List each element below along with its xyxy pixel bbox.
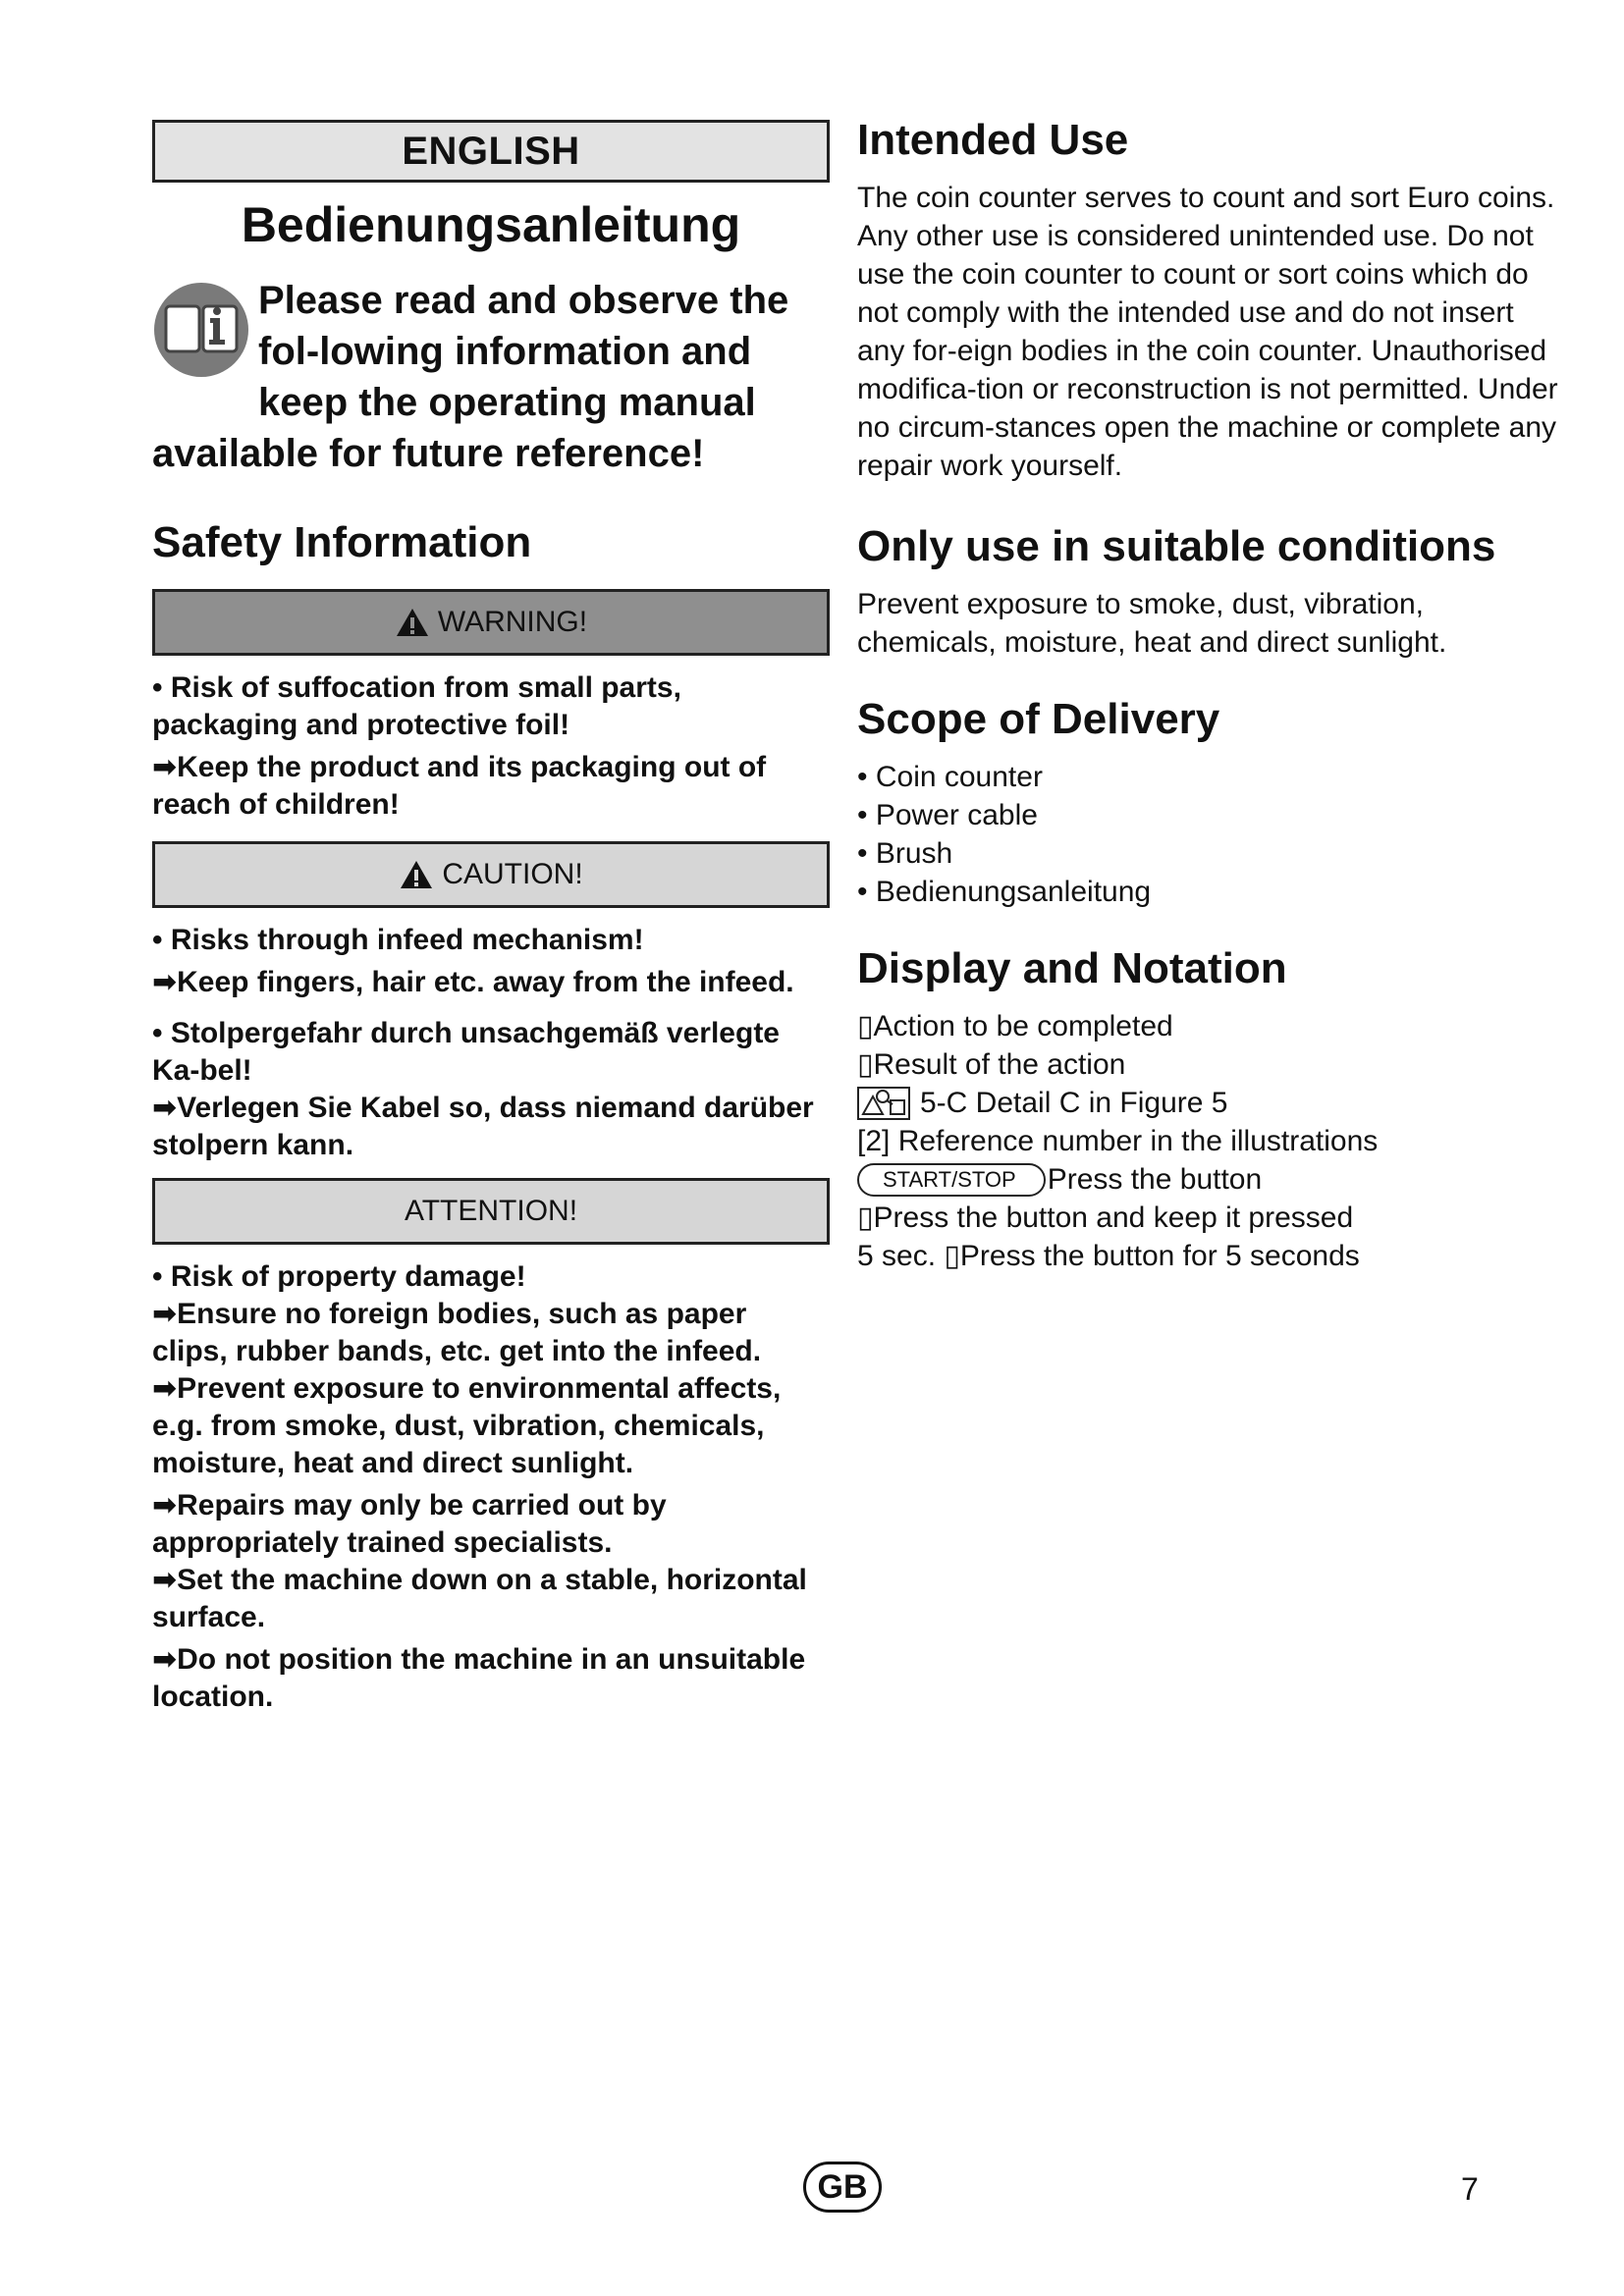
language-header: ENGLISH — [152, 120, 830, 183]
attention-item-6: ➡Do not position the machine in an unsuitable location. — [152, 1643, 806, 1713]
notation-result: ▯Result of the action — [857, 1048, 1126, 1081]
intro-text: Please read and observe the fol-lowing information and keep the operating manual available for future reference! — [152, 279, 789, 475]
start-stop-button-symbol: START/STOP — [857, 1163, 1046, 1197]
conditions-title: Only use in suitable conditions — [857, 522, 1496, 570]
right-column — [857, 116, 1564, 1275]
attention-item-4: ➡Repairs may only be carried out by appropriately trained specialists. — [152, 1489, 667, 1559]
page-number: 7 — [1461, 2171, 1479, 2207]
conditions-text: Prevent exposure to smoke, dust, vibration, chemicals, moisture, heat and direct sunlight. — [857, 588, 1447, 659]
warning-triangle-icon — [395, 607, 430, 638]
warning-item-1: • Risk of suffocation from small parts, packaging and protective foil! — [152, 671, 681, 741]
left-column — [152, 120, 830, 1716]
caution-box — [152, 841, 830, 908]
caution-item-4: ➡Verlegen Sie Kabel so, dass niemand darüber stolpern kann. — [152, 1092, 814, 1161]
warning-box — [152, 589, 830, 656]
notation-reference: [2] Reference number in the illustrations — [857, 1125, 1379, 1157]
caution-item-2: ➡Keep fingers, hair etc. away from the infeed. — [152, 966, 794, 998]
caution-label: CAUTION! — [442, 858, 583, 890]
caution-triangle-icon — [399, 859, 434, 890]
delivery-item: • Coin counter — [857, 761, 1043, 793]
attention-item-2: ➡Ensure no foreign bodies, such as paper clips, rubber bands, etc. get into the infeed. — [152, 1298, 762, 1367]
notation-button-row — [857, 1160, 1564, 1199]
notation-press-hold: ▯Press the button and keep it pressed — [857, 1201, 1354, 1234]
intended-use-text: The coin counter serves to count and sort Euro coins. Any other use is considered unintended use. Do not use the coin counter to count or sort coins which do not comply with the intended use and do not insert any for-eign bodies in the coin counter. Unauthorised modifica-tion or reconstruction is not permitted. Under no circum-stances open the machine or complete any repair work yourself. — [857, 182, 1558, 482]
document-title: Bedienungsanleitung — [241, 197, 741, 252]
warning-item-2: ➡Keep the product and its packaging out of reach of children! — [152, 751, 767, 821]
figure-detail-icon — [857, 1087, 910, 1120]
delivery-item: • Bedienungsanleitung — [857, 876, 1152, 908]
caution-item-1: • Risks through infeed mechanism! — [152, 924, 644, 956]
delivery-title: Scope of Delivery — [857, 695, 1220, 743]
attention-item-3: ➡Prevent exposure to environmental affects, e.g. from smoke, dust, vibration, chemicals, moisture, heat and direct sunlight. — [152, 1372, 782, 1479]
notation-press-5s: 5 sec. ▯Press the button for 5 seconds — [857, 1240, 1360, 1272]
notation-detail-row — [857, 1084, 1564, 1122]
delivery-item: • Power cable — [857, 799, 1038, 831]
notation-title: Display and Notation — [857, 944, 1287, 992]
attention-item-1: • Risk of property damage! — [152, 1260, 526, 1293]
caution-item-3: • Stolpergefahr durch unsachgemäß verlegte Ka-bel! — [152, 1017, 780, 1087]
manual-info-icon — [152, 281, 250, 379]
notation-press-text: Press the button — [1047, 1163, 1263, 1196]
warning-label: WARNING! — [437, 606, 588, 638]
notation-action: ▯Action to be completed — [857, 1010, 1173, 1042]
delivery-item: • Brush — [857, 837, 953, 870]
safety-heading: Safety Information — [152, 518, 532, 566]
attention-label: ATTENTION! — [404, 1195, 578, 1227]
attention-box — [152, 1178, 830, 1245]
notation-detail-text: 5-C Detail C in Figure 5 — [920, 1087, 1228, 1119]
intro-block — [152, 275, 830, 479]
intended-use-title: Intended Use — [857, 116, 1129, 164]
country-badge: GB — [803, 2162, 882, 2213]
attention-item-5: ➡Set the machine down on a stable, horizontal surface. — [152, 1564, 807, 1633]
